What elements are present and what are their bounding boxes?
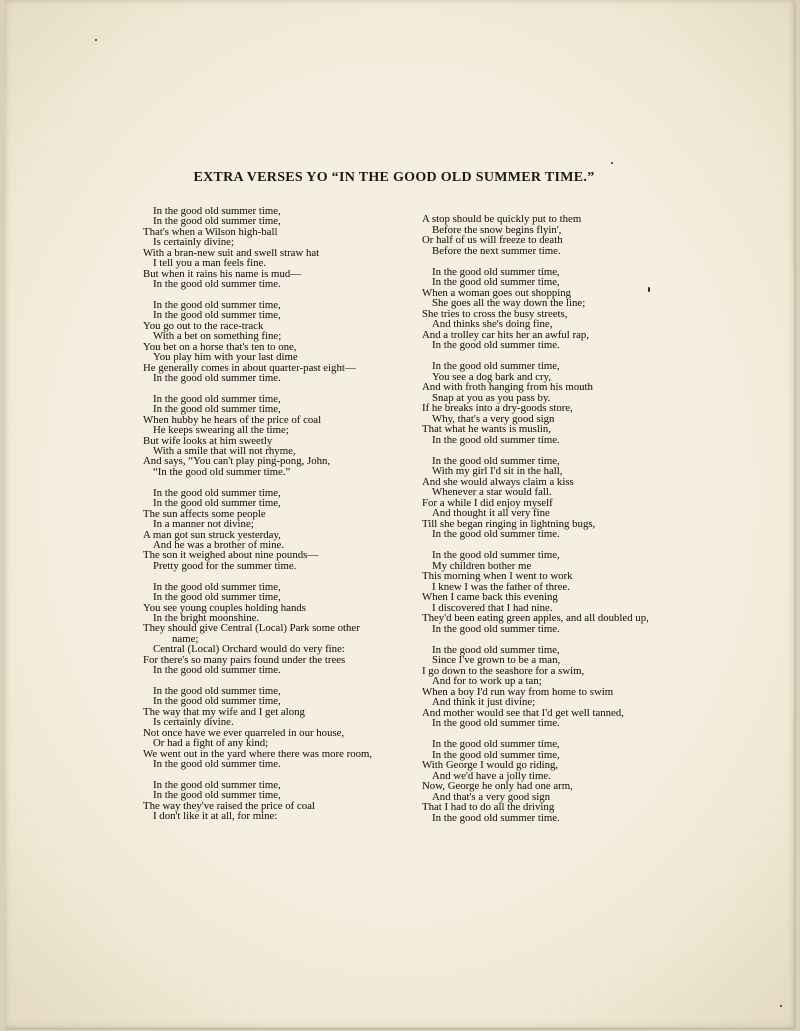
verse-line: And he was a brother of mine. <box>153 538 285 551</box>
verse-line: When a woman goes out shopping <box>422 286 572 299</box>
verse-line: The son it weighed about nine pounds— <box>143 549 319 562</box>
verse-line: For there's so many pairs found under the trees <box>143 653 346 666</box>
verse-line: With George I would go riding, <box>422 759 559 771</box>
verse-line: In the good old summer time, <box>432 454 560 467</box>
verse-line: Before the snow begins flyin', <box>432 223 562 236</box>
verse-line: In the good old summer time, <box>153 591 281 604</box>
verse-line: In the good old summer time, <box>153 789 281 802</box>
verse-line: She goes all the way down the line; <box>432 297 586 309</box>
verse-line: In the good old summer time. <box>432 528 560 540</box>
verse-line: You go out to the race-track <box>143 319 264 332</box>
verse-line: In the good old summer time, <box>432 549 560 561</box>
verse <box>143 206 372 290</box>
verse-line: They'd been eating green apples, and all doubled up, <box>422 612 649 624</box>
verse <box>422 361 649 445</box>
verse-line: You see a dog bark and cry, <box>432 370 552 383</box>
verse-line: You play him with your last dime <box>153 351 298 364</box>
verse-line: With my girl I'd sit in the hall, <box>432 465 563 477</box>
verse-line: But when it rains his name is mud— <box>143 267 302 280</box>
verse-line: Why, that's a very good sign <box>432 412 555 425</box>
verse-line: And she would always claim a kiss <box>422 475 574 488</box>
verse-line: You see young couples holding hands <box>143 601 306 614</box>
verse-line: In the good old summer time, <box>432 360 560 372</box>
verse-line: And with froth hanging from his mouth <box>422 381 593 393</box>
verse-line: You bet on a horse that's ten to one, <box>143 340 297 353</box>
verse-line: They should give Central (Local) Park some other <box>143 622 360 635</box>
verse <box>143 686 372 770</box>
verse-line: Or had a fight of any kind; <box>153 737 269 750</box>
verse-line: In the good old summer time. <box>432 339 560 351</box>
verse-line: Since I've grown to be a man, <box>432 654 561 666</box>
verse-line: We went out in the yard where there was more room, <box>143 747 373 760</box>
verse-line: And that's a very good sign <box>432 790 550 803</box>
verse-line: In the good old summer time, <box>153 215 281 228</box>
verse <box>422 645 649 729</box>
verse-line: And think it just divine; <box>432 696 536 708</box>
verse-line: But wife looks at him sweetly <box>143 434 273 447</box>
verse-line: That's when a Wilson high-ball <box>143 225 278 238</box>
verse-line: And mother would see that I'd get well tanned, <box>422 706 624 719</box>
verse-line: In the good old summer time. <box>432 433 560 446</box>
verse-line: In the good old summer time, <box>432 738 560 750</box>
verse-line: When hubby he hears of the price of coal <box>143 413 322 426</box>
verse-line: The way they've raised the price of coal <box>143 799 315 812</box>
verse-line: And we'd have a jolly time. <box>432 769 551 782</box>
verse <box>143 300 372 384</box>
verse-line: Pretty good for the summer time. <box>153 559 297 572</box>
verse-line: Is certainly divine. <box>153 716 234 729</box>
verse-line: In the good old summer time. <box>432 622 560 635</box>
verse-line: And a trolley car hits her an awful rap, <box>422 328 589 341</box>
verse-line: The sun affects some people <box>143 507 266 520</box>
verse-line: In a manner not divine; <box>153 518 254 531</box>
verse-line: When a boy I'd run way from home to swim <box>422 685 614 698</box>
verse-line: Central (Local) Orchard would do very fine: <box>153 643 345 656</box>
verse-line: In the good old summer time. <box>432 811 560 824</box>
verse-line: She tries to cross the busy streets, <box>422 307 568 320</box>
verse-line: In the good old summer time. <box>432 717 560 729</box>
verse-line: He keeps swearing all the time; <box>153 424 289 437</box>
verse-line: In the good old summer time, <box>432 643 560 656</box>
verse-line: That what he wants is muslin, <box>422 423 551 435</box>
verse-line: In the good old summer time. <box>153 664 281 677</box>
verse-line: Now, George he only had one arm, <box>422 780 573 792</box>
left-column <box>143 206 372 822</box>
verse-line: And thought it all very fine <box>432 507 550 519</box>
verse <box>422 739 649 823</box>
right-column <box>422 214 649 823</box>
verse-line: I knew I was the father of three. <box>432 580 570 593</box>
paper-speck <box>95 39 97 41</box>
verse-line: In the good old summer time, <box>153 580 281 593</box>
verse <box>422 267 649 351</box>
paper-speck <box>780 1005 782 1007</box>
verse-line: A stop should be quickly put to them <box>422 213 582 225</box>
verse-line: In the good old summer time, <box>153 486 281 499</box>
verse-line: In the bright moonshine. <box>153 612 260 624</box>
verse-line: In the good old summer time, <box>153 403 281 416</box>
verse-line: Whenever a star would fall. <box>432 486 552 498</box>
verse-line: A man got sun struck yesterday, <box>143 528 281 541</box>
verse-line: In the good old summer time, <box>153 309 281 322</box>
verse-line: Or half of us will freeze to death <box>422 234 563 246</box>
verse-line: In the good old summer time, <box>432 276 560 288</box>
verse <box>143 488 372 572</box>
verse-line: “In the good old summer time.” <box>153 465 291 478</box>
verse-line: In the good old summer time, <box>153 685 281 698</box>
verse-line: In the good old summer time. <box>153 758 281 771</box>
verse <box>143 394 372 478</box>
verse-line: My children bother me <box>432 559 532 572</box>
verse-line: He generally comes in about quarter-past eight— <box>143 361 356 374</box>
verse-line: In the good old summer time, <box>432 748 560 761</box>
verse-line: In the good old summer time. <box>153 371 281 384</box>
verse-line: And thinks she's doing fine, <box>432 318 553 330</box>
verse-line: In the good old summer time. <box>153 278 281 291</box>
verse-line-continuation: name; <box>172 632 199 645</box>
verse <box>422 550 649 634</box>
verse-line: Till she began ringing in lightning bugs, <box>422 517 596 530</box>
verse-line: I don't like it at all, for mine: <box>153 810 278 823</box>
verse-line: If he breaks into a dry-goods store, <box>422 402 573 414</box>
verse-line: Not once have we ever quarreled in our house, <box>143 726 345 739</box>
verse-line: Is certainly divine; <box>153 236 234 249</box>
verse <box>422 456 649 540</box>
paper-sheet <box>5 0 794 1028</box>
verse-line: This morning when I went to work <box>422 570 573 582</box>
verse-line: Before the next summer time. <box>432 244 561 257</box>
verse-line: I discovered that I had nine. <box>432 601 553 614</box>
verse-line: In the good old summer time, <box>153 205 281 217</box>
verse <box>422 214 649 256</box>
verse-line: I tell you a man feels fine. <box>153 257 267 270</box>
verse-line: In the good old summer time, <box>153 497 281 510</box>
verse <box>143 582 372 676</box>
verse-line: In the good old summer time, <box>432 265 560 278</box>
verse-line: In the good old summer time, <box>153 778 281 791</box>
verse-line: The way that my wife and I get along <box>143 705 305 718</box>
verse-line: In the good old summer time, <box>153 298 281 311</box>
verse-line: I go down to the seashore for a swim, <box>422 664 585 677</box>
verse-line: In the good old summer time, <box>153 392 281 405</box>
verse-line: In the good old summer time, <box>153 695 281 708</box>
page-title: EXTRA VERSES YO “IN THE GOOD OLD SUMMER TIME.” <box>193 170 595 185</box>
verse-line: And for to work up a tan; <box>432 675 542 687</box>
paper-speck <box>611 162 613 164</box>
verse-line: And says, “You can't play ping-pong, John, <box>143 455 331 468</box>
verse-line: With a bet on something fine; <box>153 330 282 343</box>
verse <box>143 780 372 822</box>
verse-line: With a smile that will not rhyme, <box>153 445 296 458</box>
verse-line: That I had to do all the driving <box>422 801 555 813</box>
verse-line: For a while I did enjoy myself <box>422 496 553 509</box>
verse-line: When I came back this evening <box>422 591 558 603</box>
verse-line: With a bran-new suit and swell straw hat <box>143 246 320 259</box>
verse-line: Snap at you as you pass by. <box>432 391 551 404</box>
